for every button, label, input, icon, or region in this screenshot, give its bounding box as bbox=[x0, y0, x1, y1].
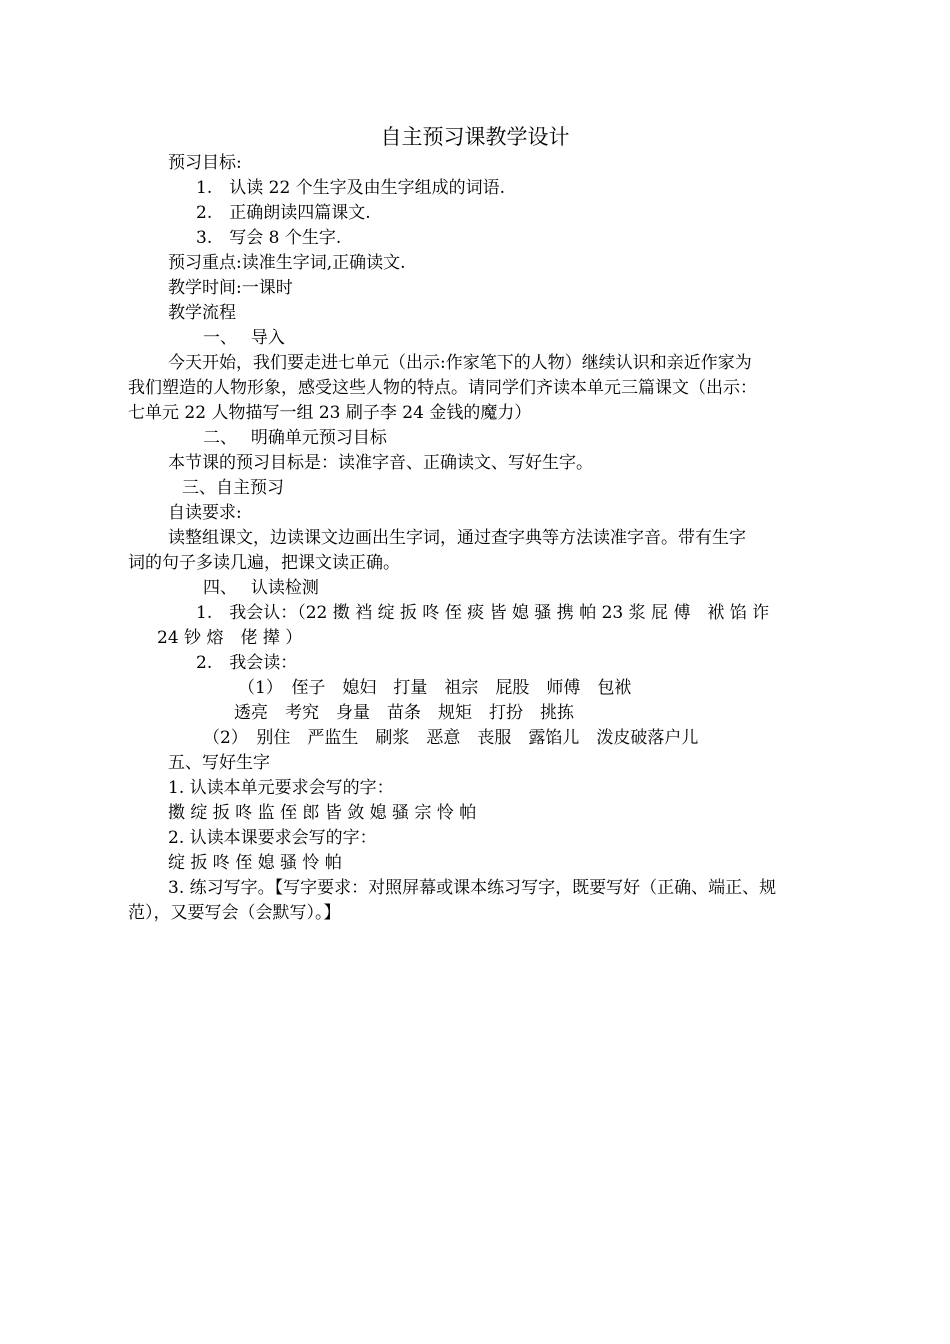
section-3-requirement: 自读要求: bbox=[168, 503, 242, 523]
section-5-line-4: 绽 扳 咚 侄 媳 骚 怜 帕 bbox=[168, 853, 342, 873]
goal-item-1: 1. 认读 22 个生字及由生字组成的词语. bbox=[196, 178, 506, 198]
goal-item-2: 2. 正确朗读四篇课文. bbox=[196, 203, 371, 223]
section-5-line-3: 2. 认读本课要求会写的字： bbox=[168, 828, 377, 848]
section-4-item-2: 2. 我会读： bbox=[196, 653, 298, 673]
section-1-heading: 一、 导入 bbox=[203, 328, 285, 348]
section-4-sub-2: （2） 别住 严监生 刷浆 恶意 丧服 露馅儿 泼皮破落户儿 bbox=[203, 728, 699, 748]
section-3-line-1: 读整组课文，边读课文边画出生字词，通过查字典等方法读准字音。带有生字 bbox=[168, 528, 746, 548]
section-5-line-2: 擞 绽 扳 咚 监 侄 郎 皆 敛 媳 骚 宗 怜 帕 bbox=[168, 803, 477, 823]
section-1-line-1: 今天开始，我们要走进七单元（出示:作家笔下的人物）继续认识和亲近作家为 bbox=[168, 353, 752, 373]
process-heading: 教学流程 bbox=[168, 303, 236, 323]
section-4-heading: 四、 认读检测 bbox=[203, 578, 319, 598]
section-5-heading: 五、写好生字 bbox=[168, 753, 270, 773]
section-3-line-2: 词的句子多读几遍，把课文读正确。 bbox=[128, 553, 400, 573]
section-2-line: 本节课的预习目标是：读准字音、正确读文、写好生字。 bbox=[168, 453, 593, 473]
section-5-line-5: 3. 练习写字。【写字要求：对照屏幕或课本练习写字，既要写好（正确、端正、规 bbox=[168, 878, 777, 898]
section-5-line-1: 1. 认读本单元要求会写的字： bbox=[168, 778, 394, 798]
section-3-heading: 三、自主预习 bbox=[182, 478, 284, 498]
section-4-sub-1-cont: 透亮 考究 身量 苗条 规矩 打扮 挑拣 bbox=[234, 703, 574, 723]
goal-item-3: 3. 写会 8 个生字. bbox=[196, 228, 342, 248]
teaching-time: 教学时间:一课时 bbox=[168, 278, 293, 298]
key-point: 预习重点:读准生字词,正确读文. bbox=[168, 253, 406, 273]
section-2-heading: 二、 明确单元预习目标 bbox=[203, 428, 387, 448]
section-4-sub-1: （1） 侄子 媳妇 打量 祖宗 屁股 师傅 包袱 bbox=[238, 678, 632, 698]
section-5-line-6: 范），又要写会（会默写）。】 bbox=[128, 903, 341, 923]
page-title: 自主预习课教学设计 bbox=[380, 125, 570, 149]
section-4-item-1-cont: 24 钞 熔 佬 撵 ） bbox=[157, 628, 303, 648]
section-4-item-1: 1. 我会认：（22 擞 裆 绽 扳 咚 侄 痰 皆 媳 骚 携 帕 23 浆 屁 傅 袱 馅 诈 bbox=[196, 603, 770, 623]
section-1-line-3: 七单元 22 人物描写一组 23 刷子李 24 金钱的魔力） bbox=[128, 403, 532, 423]
goals-heading: 预习目标: bbox=[168, 153, 242, 173]
section-1-line-2: 我们塑造的人物形象，感受这些人物的特点。请同学们齐读本单元三篇课文（出示： bbox=[128, 378, 757, 398]
